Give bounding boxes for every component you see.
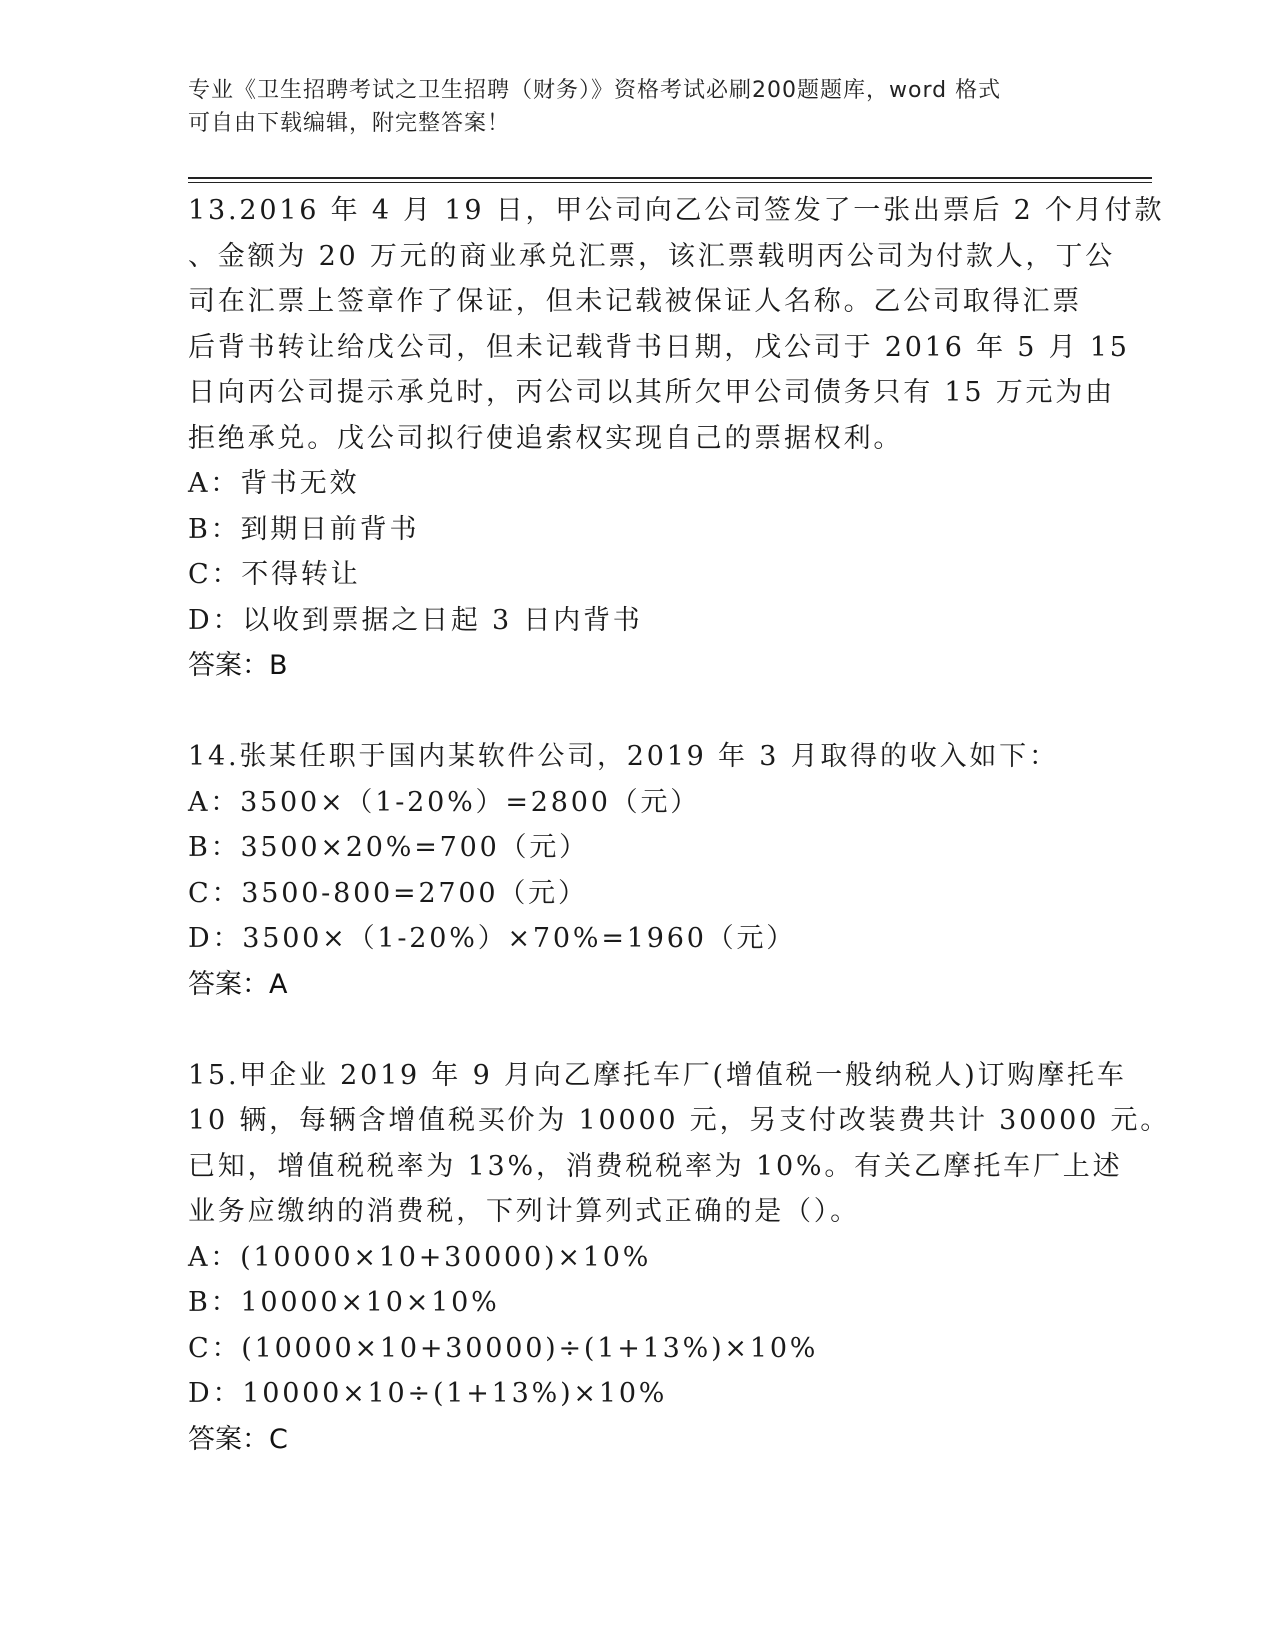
option-b: B：到期日前背书 (188, 513, 420, 545)
question-stem-line: 14.张某任职于国内某软件公司，2019 年 3 月取得的收入如下： (188, 741, 1059, 772)
question-13 (188, 188, 1165, 689)
answer-line: 答案：B (188, 650, 288, 681)
question-stem-line: 13.2016 年 4 月 19 日，甲公司向乙公司签发了一张出票后 2 个月付款 (188, 195, 1165, 226)
header-line-2: 可自由下载编辑，附完整答案！ (188, 111, 511, 136)
question-list (188, 188, 1171, 1462)
question-stem-line: 后背书转让给戊公司，但未记载背书日期，戊公司于 2016 年 5 月 15 (188, 331, 1130, 363)
option-a: A：背书无效 (188, 468, 360, 499)
option-b: B：10000×10×10% (188, 1287, 500, 1318)
option-a: A：(10000×10+30000)×10% (188, 1241, 652, 1273)
question-spacer (188, 689, 1088, 735)
option-d: D：3500×（1-20%）×70%=1960（元） (188, 923, 797, 954)
header-divider (188, 177, 1152, 179)
answer-line: 答案：A (188, 968, 288, 1000)
question-spacer (188, 1007, 1088, 1053)
document-header (188, 74, 1068, 140)
question-stem-line: 已知，增值税税率为 13%，消费税税率为 10%。有关乙摩托车厂上述 (188, 1150, 1123, 1182)
question-stem-line: 日向丙公司提示承兑时，丙公司以其所欠甲公司债务只有 15 万元为由 (188, 377, 1115, 408)
option-d: D：以收到票据之日起 3 日内背书 (188, 604, 643, 636)
header-line-1: 专业《卫生招聘考试之卫生招聘（财务）》资格考试必刷200题题库，word 格式 (188, 78, 1002, 103)
question-15 (188, 1053, 1171, 1463)
question-stem-line: 业务应缴纳的消费税，下列计算列式正确的是（）。 (188, 1196, 860, 1227)
option-c: C：3500-800=2700（元） (188, 877, 588, 909)
option-c: C：(10000×10+30000)÷(1+13%)×10% (188, 1332, 819, 1364)
option-d: D：10000×10÷(1+13%)×10% (188, 1378, 668, 1409)
question-stem-line: 拒绝承兑。戊公司拟行使追索权实现自己的票据权利。 (188, 422, 904, 454)
option-b: B：3500×20%=700（元） (188, 832, 589, 863)
question-stem-line: 15.甲企业 2019 年 9 月向乙摩托车厂(增值税一般纳税人)订购摩托车 (188, 1059, 1127, 1091)
option-c: C：不得转让 (188, 559, 361, 590)
answer-line: 答案：C (188, 1423, 288, 1455)
header-divider-thin (188, 182, 1152, 183)
option-a: A：3500×（1-20%）=2800（元） (188, 786, 701, 818)
question-14 (188, 734, 1088, 1007)
question-stem-line: 司在汇票上签章作了保证，但未记载被保证人名称。乙公司取得汇票 (188, 286, 1082, 317)
question-stem-line: 、金额为 20 万元的商业承兑汇票，该汇票载明丙公司为付款人，丁公 (188, 240, 1115, 272)
question-stem-line: 10 辆，每辆含增值税买价为 10000 元，另支付改装费共计 30000 元。 (188, 1105, 1171, 1136)
